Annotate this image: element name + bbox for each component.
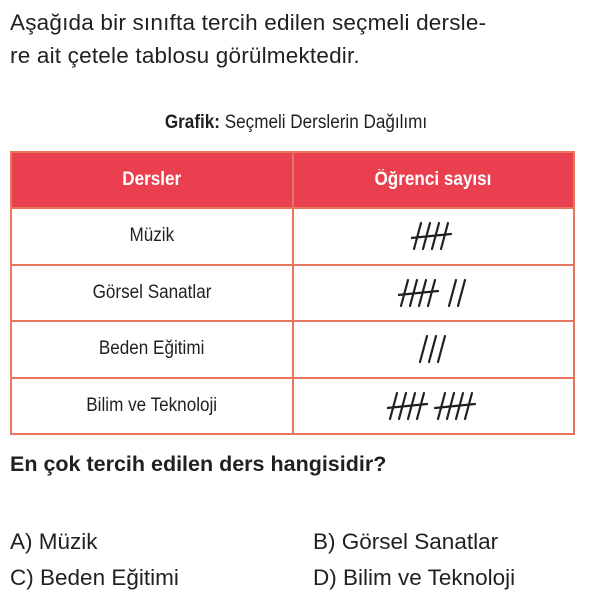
tally-marks [411, 219, 455, 253]
option-c[interactable] [10, 565, 179, 591]
option-b-letter: B) [313, 529, 336, 554]
tally-cell [293, 378, 575, 435]
tally-cell [293, 265, 575, 322]
table-caption [30, 112, 563, 134]
option-a-text: Müzik [38, 529, 98, 554]
table-row [11, 321, 574, 378]
table-row [11, 208, 574, 265]
subject-cell: Beden Eğitimi [11, 321, 293, 378]
option-d-letter: D) [313, 565, 337, 590]
tally-marks [417, 332, 449, 366]
option-c-letter: C) [10, 565, 34, 590]
table-header-row [11, 152, 574, 208]
option-b[interactable] [313, 529, 498, 555]
intro-line-2: re ait çetele tablosu görülmektedir. [10, 43, 360, 68]
tally-table [10, 151, 575, 435]
tally-stroke [429, 336, 436, 362]
option-c-text: Beden Eğitimi [40, 565, 179, 590]
caption-title: Seçmeli Derslerin Dağılımı [219, 112, 428, 133]
table-row [11, 378, 574, 435]
tally-stroke [449, 280, 456, 306]
subject-cell: Bilim ve Teknoloji [11, 378, 293, 435]
tally-stroke [438, 336, 445, 362]
header-subjects: Dersler [11, 152, 293, 208]
subject-cell: Müzik [11, 208, 293, 265]
tally-marks [398, 276, 469, 310]
tally-stroke [458, 280, 465, 306]
option-d[interactable] [313, 565, 515, 591]
tally-cell [293, 321, 575, 378]
option-a-letter: A) [10, 529, 33, 554]
tally-stroke [420, 336, 427, 362]
option-d-text: Bilim ve Teknoloji [343, 565, 516, 590]
table-row [11, 265, 574, 322]
option-b-text: Görsel Sanatlar [341, 529, 499, 554]
question-text: En çok tercih edilen ders hangisidir? [10, 452, 387, 476]
caption-label: Grafik: [164, 112, 220, 133]
tally-marks [387, 389, 479, 423]
intro-text [10, 6, 585, 72]
header-student-count: Öğrenci sayısı [293, 152, 575, 208]
subject-cell: Görsel Sanatlar [11, 265, 293, 322]
tally-cell [293, 208, 575, 265]
intro-line-1: Aşağıda bir sınıfta tercih edilen seçmeli dersle- [10, 10, 487, 35]
option-a[interactable] [10, 529, 98, 555]
